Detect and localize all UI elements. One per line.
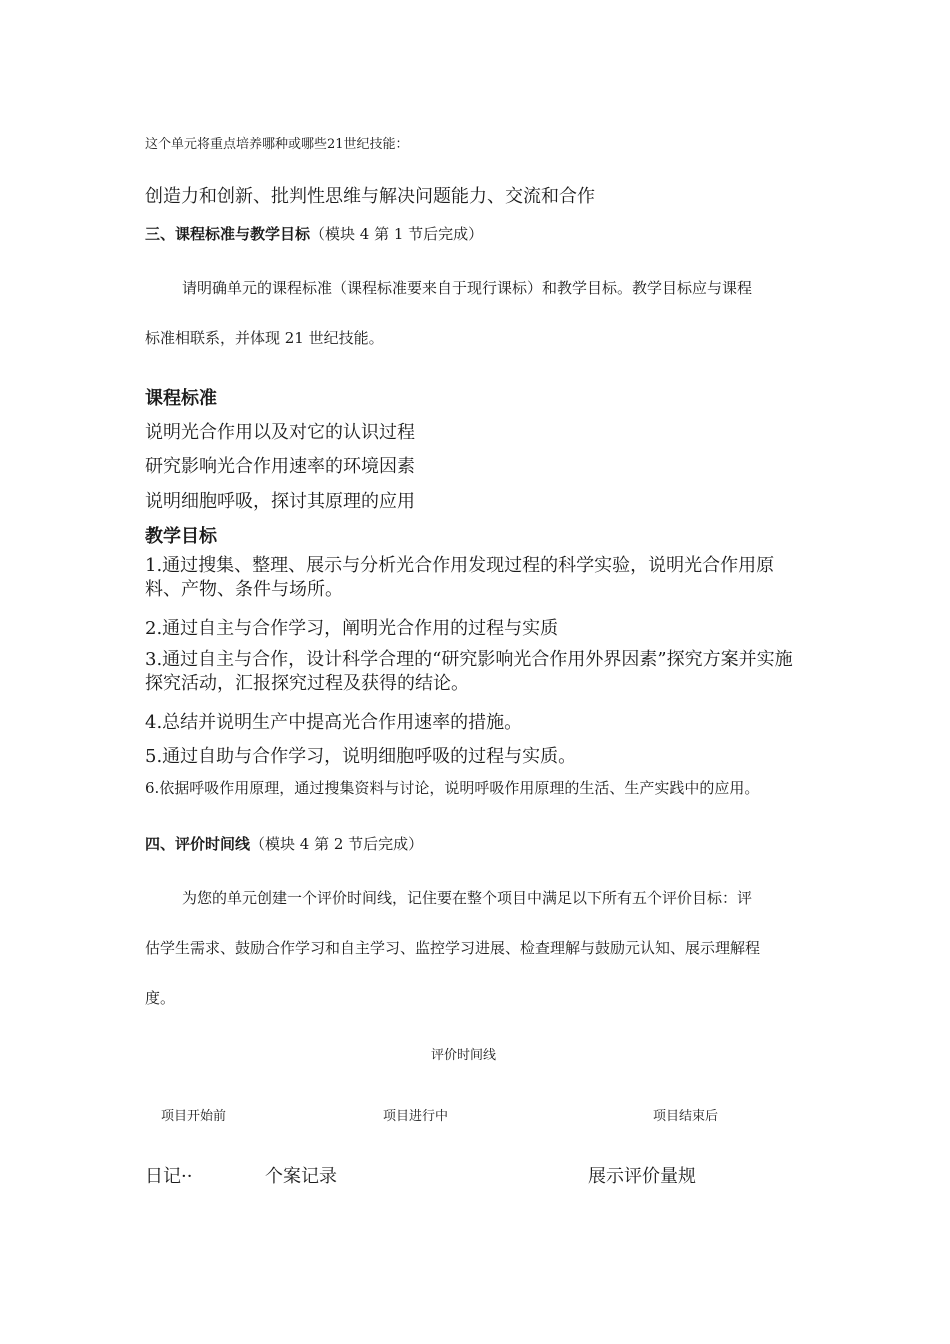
skills-answer: 创造力和创新、批判性思维与解决问题能力、交流和合作 (145, 186, 595, 207)
objective-item: 6.依据呼吸作用原理，通过搜集资料与讨论，说明呼吸作用原理的生活、生产实践中的应用。 (145, 779, 760, 797)
objective-item: 3.通过自主与合作，设计科学合理的“研究影响光合作用外界因素”探究方案并实施探究活动，汇报探究过程及获得的结论。 (145, 649, 793, 694)
timeline-tool-case-record: 个案记录 (265, 1166, 337, 1187)
section-4-heading (145, 833, 423, 854)
timeline-title: 评价时间线 (431, 1048, 497, 1063)
section-4-note: （模块 4 第 2 节后完成） (250, 835, 424, 853)
standard-item: 研究影响光合作用速率的环境因素 (145, 456, 415, 477)
objective-item: 2.通过自主与合作学习，阐明光合作用的过程与实质 (145, 618, 559, 639)
timeline-tool-diary: 日记·· (145, 1166, 193, 1187)
section-3-title: 三、课程标准与教学目标 (145, 225, 311, 243)
section-4-instruction-line-3: 度。 (145, 989, 176, 1007)
standard-item: 说明光合作用以及对它的认识过程 (145, 422, 415, 443)
objective-item: 4.总结并说明生产中提高光合作用速率的措施。 (145, 712, 523, 733)
skills-question: 这个单元将重点培养哪种或哪些21世纪技能： (145, 137, 409, 152)
timeline-phase-during: 项目进行中 (383, 1109, 449, 1124)
standard-item: 说明细胞呼吸，探讨其原理的应用 (145, 491, 415, 512)
timeline-phase-before: 项目开始前 (161, 1109, 227, 1124)
timeline-tool-rubric: 展示评价量规 (588, 1166, 696, 1187)
objective-item: 1.通过搜集、整理、展示与分析光合作用发现过程的科学实验，说明光合作用原料、产物、条件与场所。 (145, 555, 775, 600)
section-3-note: （模块 4 第 1 节后完成） (310, 225, 484, 243)
section-3-heading (145, 223, 483, 244)
standards-heading: 课程标准 (145, 388, 217, 409)
objective-item: 5.通过自助与合作学习，说明细胞呼吸的过程与实质。 (145, 746, 577, 767)
section-4-instruction-line-1: 为您的单元创建一个评价时间线，记住要在整个项目中满足以下所有五个评价目标：评 (182, 889, 753, 907)
section-3-instruction-line-2: 标准相联系，并体现 21 世纪技能。 (145, 329, 384, 347)
objectives-heading: 教学目标 (145, 526, 217, 547)
section-3-instruction-line-1: 请明确单元的课程标准（课程标准要来自于现行课标）和教学目标。教学目标应与课程 (182, 279, 753, 297)
section-4-instruction-line-2: 估学生需求、鼓励合作学习和自主学习、监控学习进展、检查理解与鼓励元认知、展示理解程 (145, 939, 761, 957)
timeline-phase-after: 项目结束后 (653, 1109, 719, 1124)
section-4-title: 四、评价时间线 (145, 835, 251, 853)
